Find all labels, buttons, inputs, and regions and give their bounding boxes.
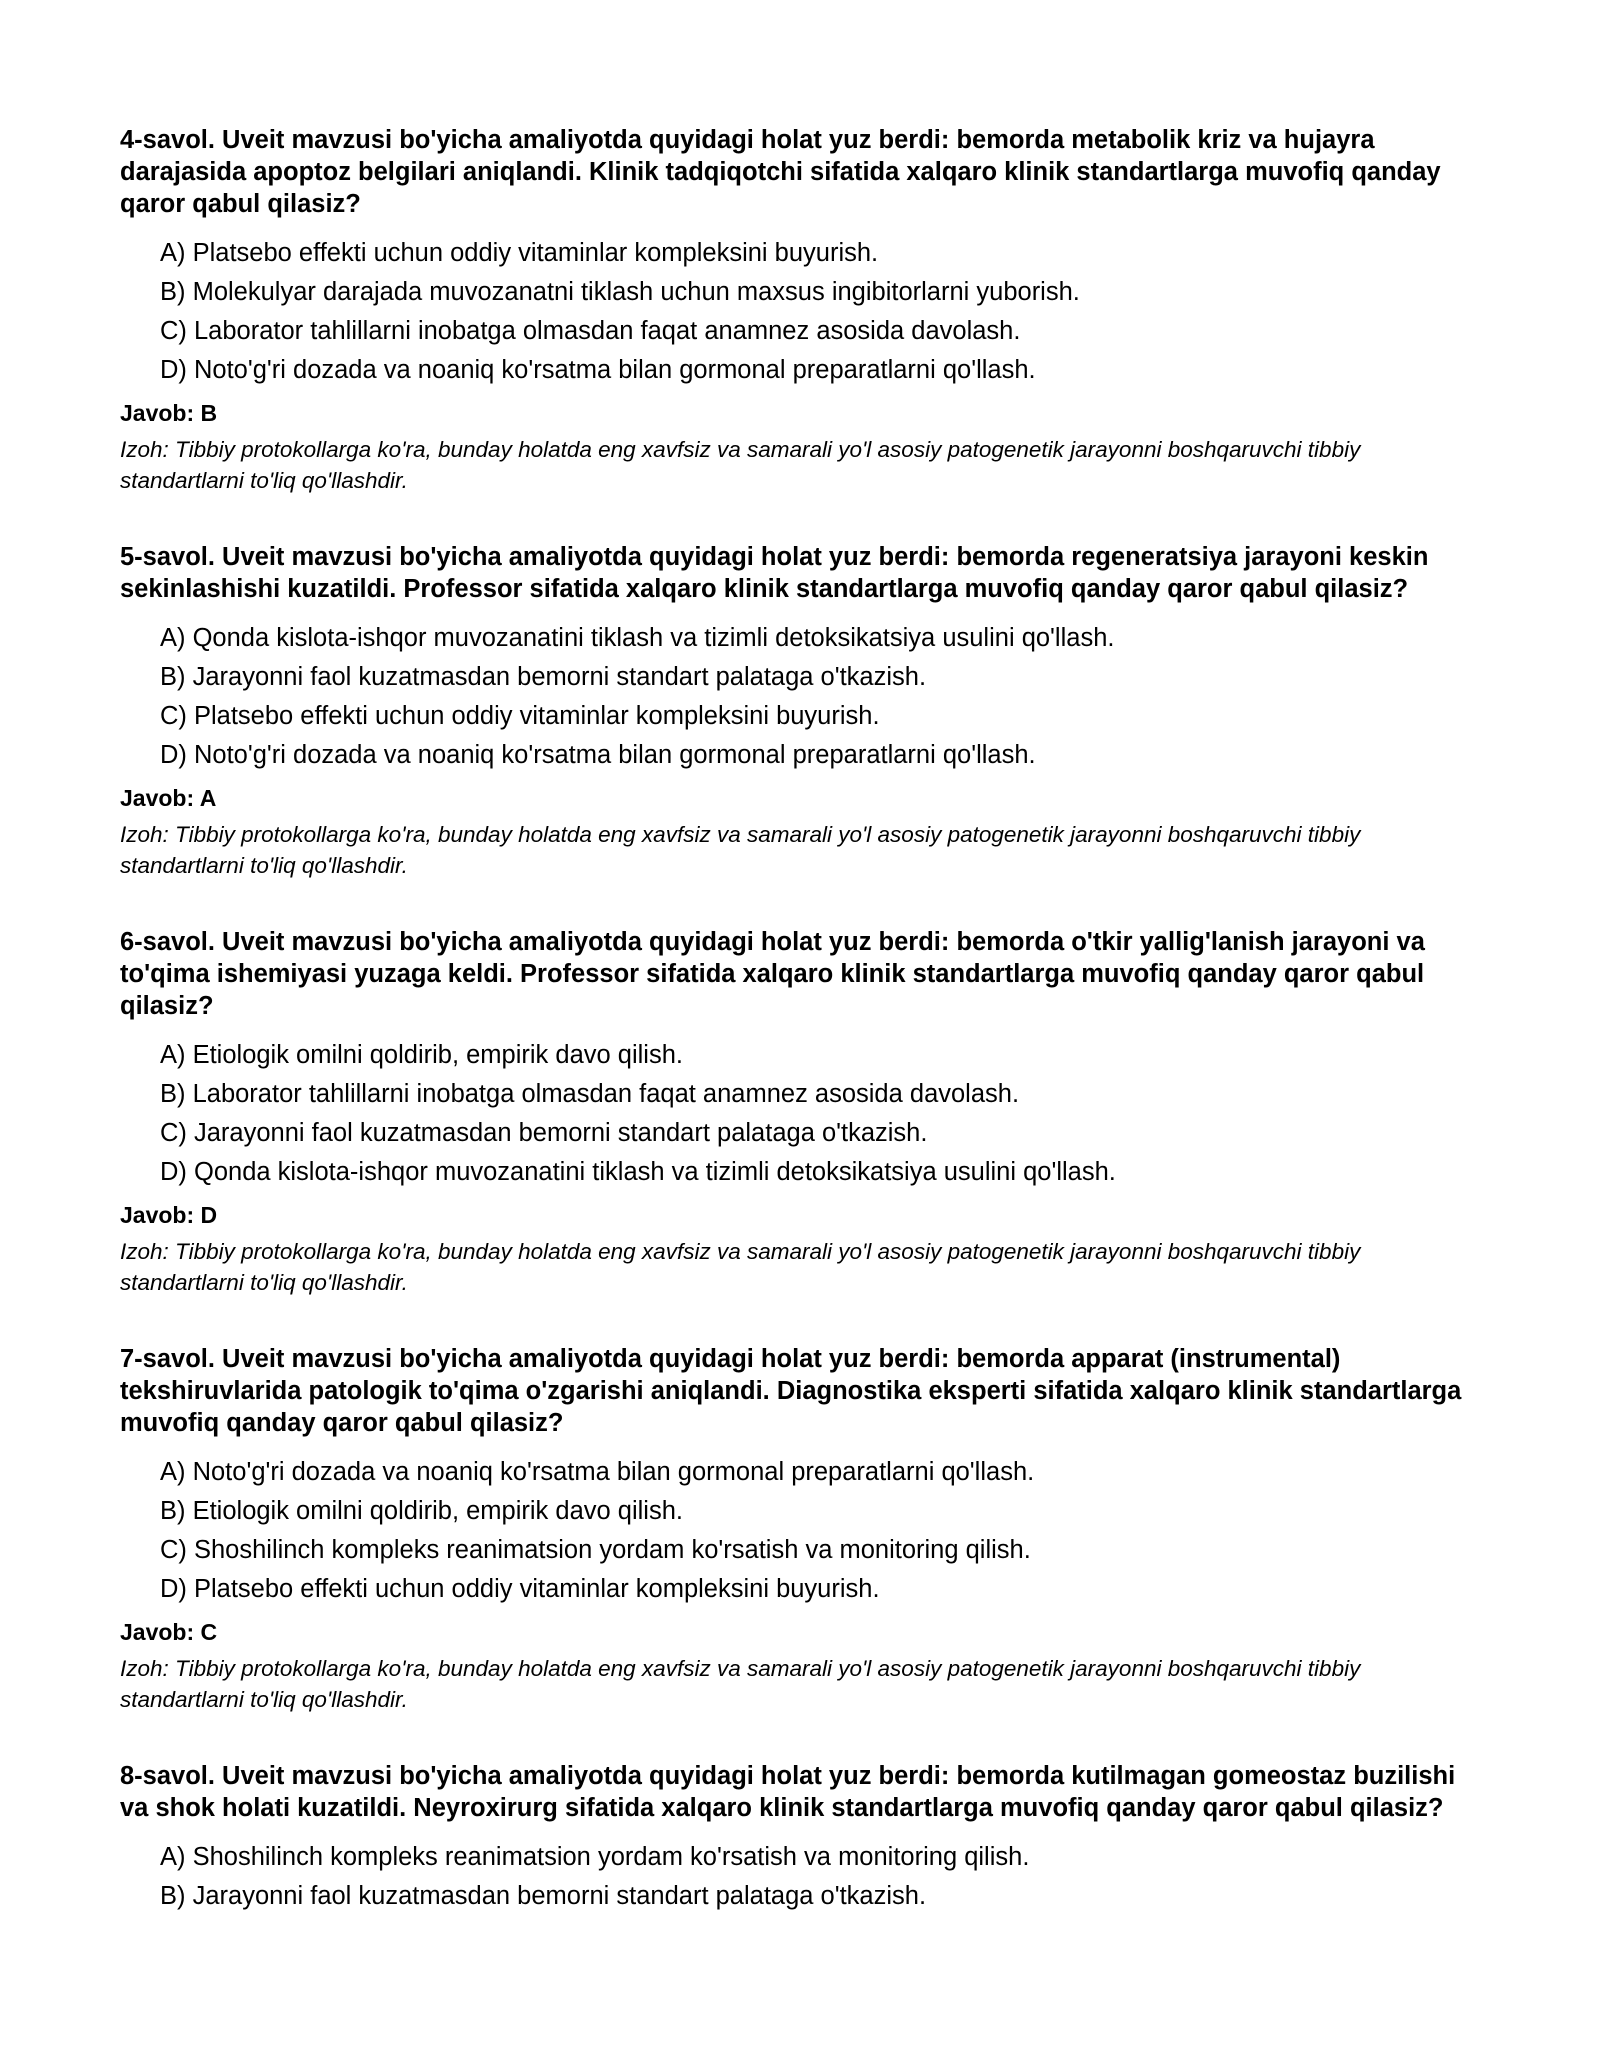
explanation-text: Izoh: Tibbiy protokollarga ko'ra, bunday holatda eng xavfsiz va samarali yo'l asosiy patogenetik jarayonni boshqaruvchi tibbiy standartlarni to'liq qo'llashdir. <box>120 822 1361 878</box>
answer-value: C <box>200 1619 218 1645</box>
answer-line <box>120 1200 1480 1230</box>
option-c: C) Laborator tahlillarni inobatga olmasdan faqat anamnez asosida davolash. <box>160 317 1021 345</box>
question-text: 4-savol. Uveit mavzusi bo'yicha amaliyotda quyidagi holat yuz berdi: bemorda metabolik kriz va hujayra darajasida apoptoz belgilari aniqlandi. Klinik tadqiqotchi sifatida xalqaro klinik standartlarga muvofiq qanday qaror qabul qilasiz? <box>120 126 1441 218</box>
options-list <box>120 234 1480 390</box>
question-block <box>120 124 1480 496</box>
question-text: 6-savol. Uveit mavzusi bo'yicha amaliyotda quyidagi holat yuz berdi: bemorda o'tkir yallig'lanish jarayoni va to'qima ishemiyasi yuzaga keldi. Professor sifatida xalqaro klinik standartlarga muvofiq qanday qaror qabul qilasiz? <box>120 928 1425 1020</box>
explanation-text: Izoh: Tibbiy protokollarga ko'ra, bunday holatda eng xavfsiz va samarali yo'l asosiy patogenetik jarayonni boshqaruvchi tibbiy standartlarni to'liq qo'llashdir. <box>120 1656 1361 1712</box>
option-a: A) Qonda kislota-ishqor muvozanatini tiklash va tizimli detoksikatsiya usulini qo'llash. <box>160 624 1115 652</box>
question-block <box>120 926 1480 1298</box>
option-a: A) Etiologik omilni qoldirib, empirik davo qilish. <box>160 1041 683 1069</box>
option-d: D) Noto'g'ri dozada va noaniq ko'rsatma bilan gormonal preparatlarni qo'llash. <box>160 356 1036 384</box>
explanation-text: Izoh: Tibbiy protokollarga ko'ra, bunday holatda eng xavfsiz va samarali yo'l asosiy patogenetik jarayonni boshqaruvchi tibbiy standartlarni to'liq qo'llashdir. <box>120 437 1361 493</box>
question-text: 5-savol. Uveit mavzusi bo'yicha amaliyotda quyidagi holat yuz berdi: bemorda regeneratsiya jarayoni keskin sekinlashishi kuzatildi. Professor sifatida xalqaro klinik standartlarga muvofiq qanday qaror qabul qilasiz? <box>120 543 1429 603</box>
options-list <box>120 1036 1480 1192</box>
options-list <box>120 1453 1480 1609</box>
options-list <box>120 619 1480 775</box>
option-b: B) Jarayonni faol kuzatmasdan bemorni standart palataga o'tkazish. <box>160 1882 927 1910</box>
option-c: C) Jarayonni faol kuzatmasdan bemorni standart palataga o'tkazish. <box>160 1119 928 1147</box>
option-b: B) Jarayonni faol kuzatmasdan bemorni standart palataga o'tkazish. <box>160 663 927 691</box>
options-list <box>120 1838 1480 1916</box>
answer-label: Javob: <box>120 1619 195 1645</box>
option-d: D) Platsebo effekti uchun oddiy vitaminlar kompleksini buyurish. <box>160 1575 880 1603</box>
answer-label: Javob: <box>120 785 195 811</box>
option-b: B) Laborator tahlillarni inobatga olmasdan faqat anamnez asosida davolash. <box>160 1080 1020 1108</box>
option-c: C) Platsebo effekti uchun oddiy vitaminlar kompleksini buyurish. <box>160 702 880 730</box>
answer-line <box>120 1617 1480 1647</box>
option-b: B) Molekulyar darajada muvozanatni tiklash uchun maxsus ingibitorlarni yuborish. <box>160 278 1080 306</box>
option-a: A) Noto'g'ri dozada va noaniq ko'rsatma bilan gormonal preparatlarni qo'llash. <box>160 1458 1035 1486</box>
explanation-text: Izoh: Tibbiy protokollarga ko'ra, bunday holatda eng xavfsiz va samarali yo'l asosiy patogenetik jarayonni boshqaruvchi tibbiy standartlarni to'liq qo'llashdir. <box>120 1239 1361 1295</box>
document-page <box>120 124 1480 1961</box>
question-text: 7-savol. Uveit mavzusi bo'yicha amaliyotda quyidagi holat yuz berdi: bemorda apparat (instrumental) tekshiruvlarida patologik to'qima o'zgarishi aniqlandi. Diagnostika eksperti sifatida xalqaro klinik standartlarga muvofiq qanday qaror qabul qilasiz? <box>120 1345 1462 1437</box>
option-a: A) Shoshilinch kompleks reanimatsion yordam ko'rsatish va monitoring qilish. <box>160 1843 1030 1871</box>
answer-value: A <box>199 785 217 811</box>
question-block <box>120 1760 1480 1916</box>
option-d: D) Qonda kislota-ishqor muvozanatini tiklash va tizimli detoksikatsiya usulini qo'llash. <box>160 1158 1116 1186</box>
question-text: 8-savol. Uveit mavzusi bo'yicha amaliyotda quyidagi holat yuz berdi: bemorda kutilmagan gomeostaz buzilishi va shok holati kuzatildi. Neyroxirurg sifatida xalqaro klinik standartlarga muvofiq qanday qaror qabul qilasiz? <box>120 1762 1456 1822</box>
option-b: B) Etiologik omilni qoldirib, empirik davo qilish. <box>160 1497 683 1525</box>
answer-value: B <box>200 400 218 426</box>
option-a: A) Platsebo effekti uchun oddiy vitaminlar kompleksini buyurish. <box>160 239 879 267</box>
option-c: C) Shoshilinch kompleks reanimatsion yordam ko'rsatish va monitoring qilish. <box>160 1536 1031 1564</box>
question-block <box>120 1343 1480 1715</box>
answer-line <box>120 398 1480 428</box>
option-d: D) Noto'g'ri dozada va noaniq ko'rsatma bilan gormonal preparatlarni qo'llash. <box>160 741 1036 769</box>
answer-label: Javob: <box>120 400 195 426</box>
answer-line <box>120 783 1480 813</box>
answer-label: Javob: <box>120 1202 195 1228</box>
question-block <box>120 541 1480 881</box>
answer-value: D <box>200 1202 218 1228</box>
